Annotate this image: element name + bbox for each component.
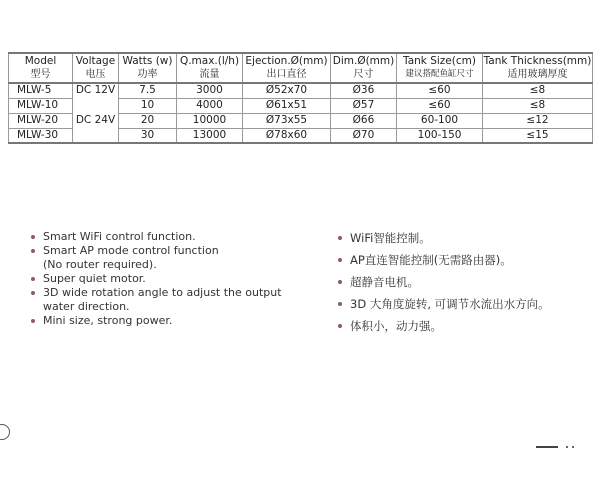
- cell-voltage: DC 24V: [73, 113, 119, 128]
- table-row: [9, 98, 593, 113]
- feature-item: Super quiet motor.: [29, 272, 299, 286]
- table-row: [9, 128, 593, 143]
- header-watts: Watts (w) 功率: [119, 53, 177, 83]
- corner-circle-mark: [0, 424, 10, 440]
- cell-watts: 30: [119, 128, 177, 143]
- cell-model: MLW-30: [9, 128, 73, 143]
- cell-ejection: Ø73x55: [243, 113, 331, 128]
- header-tank-size: Tank Size(cm) 建议搭配鱼缸尺寸: [397, 53, 483, 83]
- feature-item: AP直连智能控制(无需路由器)。: [336, 253, 586, 267]
- header-qmax: Q.max.(l/h) 流量: [177, 53, 243, 83]
- features-list-zh: [336, 231, 586, 341]
- cell-model: MLW-10: [9, 98, 73, 113]
- header-tank-thickness: Tank Thickness(mm) 适用玻璃厚度: [483, 53, 593, 83]
- feature-item: Smart WiFi control function.: [29, 230, 299, 244]
- dash-mark: [536, 446, 558, 448]
- feature-item: Smart AP mode control function (No router required).: [29, 244, 299, 272]
- cell-tank-size: 100-150: [397, 128, 483, 143]
- feature-item: 超静音电机。: [336, 275, 586, 289]
- table-row: [9, 113, 593, 128]
- cell-qmax: 4000: [177, 98, 243, 113]
- cell-tank-size: ≤60: [397, 98, 483, 113]
- spec-table: [8, 52, 593, 144]
- feature-item: 体积小，动力强。: [336, 319, 586, 333]
- cell-ejection: Ø61x51: [243, 98, 331, 113]
- cell-qmax: 13000: [177, 128, 243, 143]
- features-list-en: [29, 230, 299, 328]
- header-voltage: Voltage 电压: [73, 53, 119, 83]
- cell-thickness: ≤8: [483, 83, 593, 98]
- cell-thickness: ≤8: [483, 98, 593, 113]
- cell-watts: 10: [119, 98, 177, 113]
- dot-mark: [566, 446, 568, 448]
- feature-item: 3D 大角度旋转, 可调节水流出水方向。: [336, 297, 586, 311]
- cell-qmax: 3000: [177, 83, 243, 98]
- cell-voltage: [73, 98, 119, 113]
- header-dim: Dim.Ø(mm) 尺寸: [331, 53, 397, 83]
- cell-dim: Ø66: [331, 113, 397, 128]
- cell-dim: Ø36: [331, 83, 397, 98]
- feature-item: WiFi智能控制。: [336, 231, 586, 245]
- cell-dim: Ø57: [331, 98, 397, 113]
- table-header: [9, 53, 593, 83]
- cell-voltage: DC 12V: [73, 83, 119, 98]
- header-model: Model 型号: [9, 53, 73, 83]
- cell-ejection: Ø78x60: [243, 128, 331, 143]
- feature-item: Mini size, strong power.: [29, 314, 299, 328]
- cell-thickness: ≤15: [483, 128, 593, 143]
- cell-qmax: 10000: [177, 113, 243, 128]
- table-row: [9, 83, 593, 98]
- cell-voltage: [73, 128, 119, 143]
- cell-watts: 20: [119, 113, 177, 128]
- dot-mark: [572, 446, 574, 448]
- header-ejection: Ejection.Ø(mm) 出口直径: [243, 53, 331, 83]
- cell-dim: Ø70: [331, 128, 397, 143]
- cell-ejection: Ø52x70: [243, 83, 331, 98]
- feature-item: 3D wide rotation angle to adjust the output water direction.: [29, 286, 299, 314]
- cell-thickness: ≤12: [483, 113, 593, 128]
- cell-watts: 7.5: [119, 83, 177, 98]
- cell-tank-size: 60-100: [397, 113, 483, 128]
- cell-tank-size: ≤60: [397, 83, 483, 98]
- cell-model: MLW-5: [9, 83, 73, 98]
- cell-model: MLW-20: [9, 113, 73, 128]
